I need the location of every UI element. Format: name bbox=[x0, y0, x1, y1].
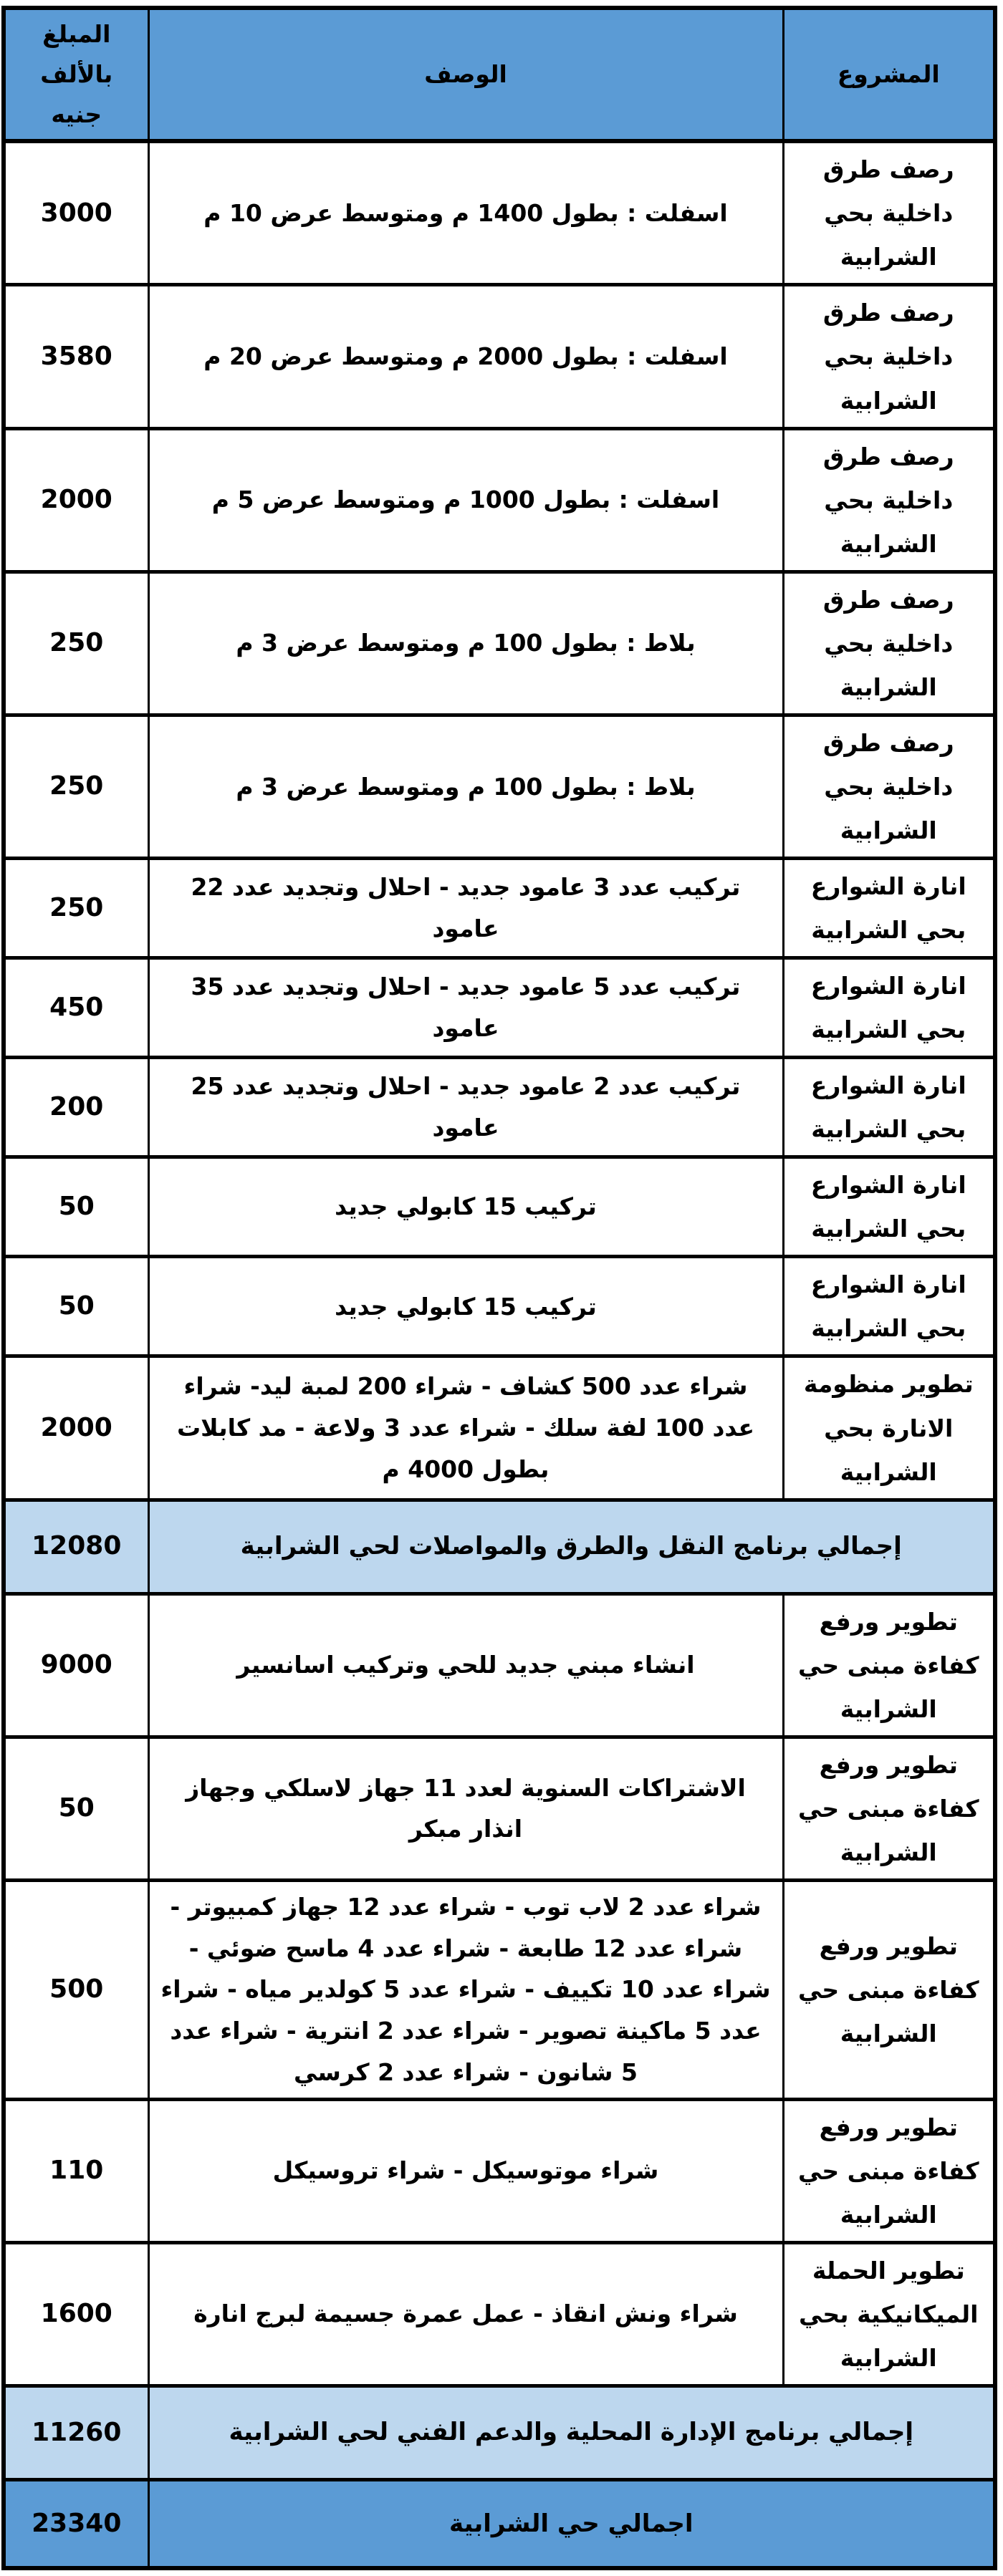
total-label-cell: اجمالي حي الشرابية bbox=[148, 2479, 995, 2568]
project-cell: رصف طرق داخلية بحي الشرابية bbox=[783, 285, 995, 428]
header-row bbox=[4, 8, 995, 141]
description-cell: الاشتراكات السنوية لعدد 11 جهاز لاسلكي وجهاز انذار مبكر bbox=[148, 1737, 783, 1880]
project-cell: رصف طرق داخلية بحي الشرابية bbox=[783, 715, 995, 858]
data-row bbox=[4, 141, 995, 285]
subtotal-row bbox=[4, 1500, 995, 1593]
data-row bbox=[4, 1157, 995, 1257]
description-cell: انشاء مبني جديد للحي وتركيب اسانسير bbox=[148, 1593, 783, 1737]
amount-cell: 110 bbox=[4, 2099, 148, 2242]
data-row bbox=[4, 2242, 995, 2386]
description-cell: تركيب عدد 3 عامود جديد - احلال وتجديد عدد 22 عامود bbox=[148, 858, 783, 957]
header-amount: المبلغ بالألف جنيه bbox=[4, 8, 148, 141]
description-cell: تركيب عدد 2 عامود جديد - احلال وتجديد عدد 25 عامود bbox=[148, 1058, 783, 1157]
data-row bbox=[4, 1737, 995, 1880]
amount-cell: 250 bbox=[4, 858, 148, 957]
amount-cell: 250 bbox=[4, 571, 148, 715]
project-cell: رصف طرق داخلية بحي الشرابية bbox=[783, 141, 995, 285]
data-row bbox=[4, 1058, 995, 1157]
project-cell: انارة الشوارع بحي الشرابية bbox=[783, 1058, 995, 1157]
data-row bbox=[4, 1593, 995, 1737]
project-cell: تطوير الحملة الميكانيكية بحي الشرابية bbox=[783, 2242, 995, 2386]
amount-cell: 2000 bbox=[4, 1356, 148, 1500]
subtotal-label-cell: إجمالي برنامج الإدارة المحلية والدعم الفني لحي الشرابية bbox=[148, 2386, 995, 2479]
amount-cell: 1600 bbox=[4, 2242, 148, 2386]
amount-cell: 50 bbox=[4, 1157, 148, 1257]
amount-cell: 200 bbox=[4, 1058, 148, 1157]
data-row bbox=[4, 571, 995, 715]
project-cell: تطوير منظومة الانارة بحي الشرابية bbox=[783, 1356, 995, 1500]
total-row bbox=[4, 2479, 995, 2568]
data-row bbox=[4, 858, 995, 957]
subtotal-amount-cell: 12080 bbox=[4, 1500, 148, 1593]
data-row bbox=[4, 1356, 995, 1500]
data-row bbox=[4, 715, 995, 858]
project-cell: انارة الشوارع بحي الشرابية bbox=[783, 958, 995, 1058]
header-project: المشروع bbox=[783, 8, 995, 141]
description-cell: اسفلت : بطول 1400 م ومتوسط عرض 10 م bbox=[148, 141, 783, 285]
data-row bbox=[4, 428, 995, 571]
table-body bbox=[4, 141, 995, 2568]
project-cell: رصف طرق داخلية بحي الشرابية bbox=[783, 571, 995, 715]
amount-cell: 9000 bbox=[4, 1593, 148, 1737]
project-cell: انارة الشوارع بحي الشرابية bbox=[783, 1157, 995, 1257]
data-row bbox=[4, 958, 995, 1058]
amount-cell: 250 bbox=[4, 715, 148, 858]
description-cell: اسفلت : بطول 2000 م ومتوسط عرض 20 م bbox=[148, 285, 783, 428]
amount-cell: 2000 bbox=[4, 428, 148, 571]
amount-cell: 3000 bbox=[4, 141, 148, 285]
description-cell: شراء ونش انقاذ - عمل عمرة جسيمة لبرج انارة bbox=[148, 2242, 783, 2386]
subtotal-amount-cell: 11260 bbox=[4, 2386, 148, 2479]
header-description: الوصف bbox=[148, 8, 783, 141]
data-row bbox=[4, 1880, 995, 2099]
project-cell: رصف طرق داخلية بحي الشرابية bbox=[783, 428, 995, 571]
project-cell: تطوير ورفع كفاءة مبنى حي الشرابية bbox=[783, 1737, 995, 1880]
data-row bbox=[4, 285, 995, 428]
budget-table bbox=[1, 6, 997, 2570]
project-cell: تطوير ورفع كفاءة مبنى حي الشرابية bbox=[783, 2099, 995, 2242]
description-cell: اسفلت : بطول 1000 م ومتوسط عرض 5 م bbox=[148, 428, 783, 571]
amount-cell: 500 bbox=[4, 1880, 148, 2099]
description-cell: بلاط : بطول 100 م ومتوسط عرض 3 م bbox=[148, 571, 783, 715]
data-row bbox=[4, 2099, 995, 2242]
description-cell: تركيب 15 كابولي جديد bbox=[148, 1257, 783, 1356]
subtotal-row bbox=[4, 2386, 995, 2479]
description-cell: شراء عدد 2 لاب توب - شراء عدد 12 جهاز كمبيوتر - شراء عدد 12 طابعة - شراء عدد 4 ماسح ضوئي - شراء عدد 10 تكييف - شراء عدد 5 كولدير مياه - شراء عدد 5 ماكينة تصوير - شراء عدد 2 انترية - شراء عدد 5 شانون - شراء عدد 2 كرسي bbox=[148, 1880, 783, 2099]
table-header bbox=[4, 8, 995, 141]
amount-cell: 50 bbox=[4, 1257, 148, 1356]
amount-cell: 50 bbox=[4, 1737, 148, 1880]
subtotal-label-cell: إجمالي برنامج النقل والطرق والمواصلات لحي الشرابية bbox=[148, 1500, 995, 1593]
description-cell: شراء عدد 500 كشاف - شراء 200 لمبة ليد- شراء عدد 100 لفة سلك - شراء عدد 3 ولاعة - مد كابلات بطول 4000 م bbox=[148, 1356, 783, 1500]
description-cell: شراء موتوسيكل - شراء تروسيكل bbox=[148, 2099, 783, 2242]
project-cell: تطوير ورفع كفاءة مبنى حي الشرابية bbox=[783, 1593, 995, 1737]
data-row bbox=[4, 1257, 995, 1356]
project-cell: تطوير ورفع كفاءة مبنى حي الشرابية bbox=[783, 1880, 995, 2099]
amount-cell: 3580 bbox=[4, 285, 148, 428]
description-cell: تركيب 15 كابولي جديد bbox=[148, 1157, 783, 1257]
amount-cell: 450 bbox=[4, 958, 148, 1058]
description-cell: تركيب عدد 5 عامود جديد - احلال وتجديد عدد 35 عامود bbox=[148, 958, 783, 1058]
total-amount-cell: 23340 bbox=[4, 2479, 148, 2568]
project-cell: انارة الشوارع بحي الشرابية bbox=[783, 858, 995, 957]
description-cell: بلاط : بطول 100 م ومتوسط عرض 3 م bbox=[148, 715, 783, 858]
project-cell: انارة الشوارع بحي الشرابية bbox=[783, 1257, 995, 1356]
